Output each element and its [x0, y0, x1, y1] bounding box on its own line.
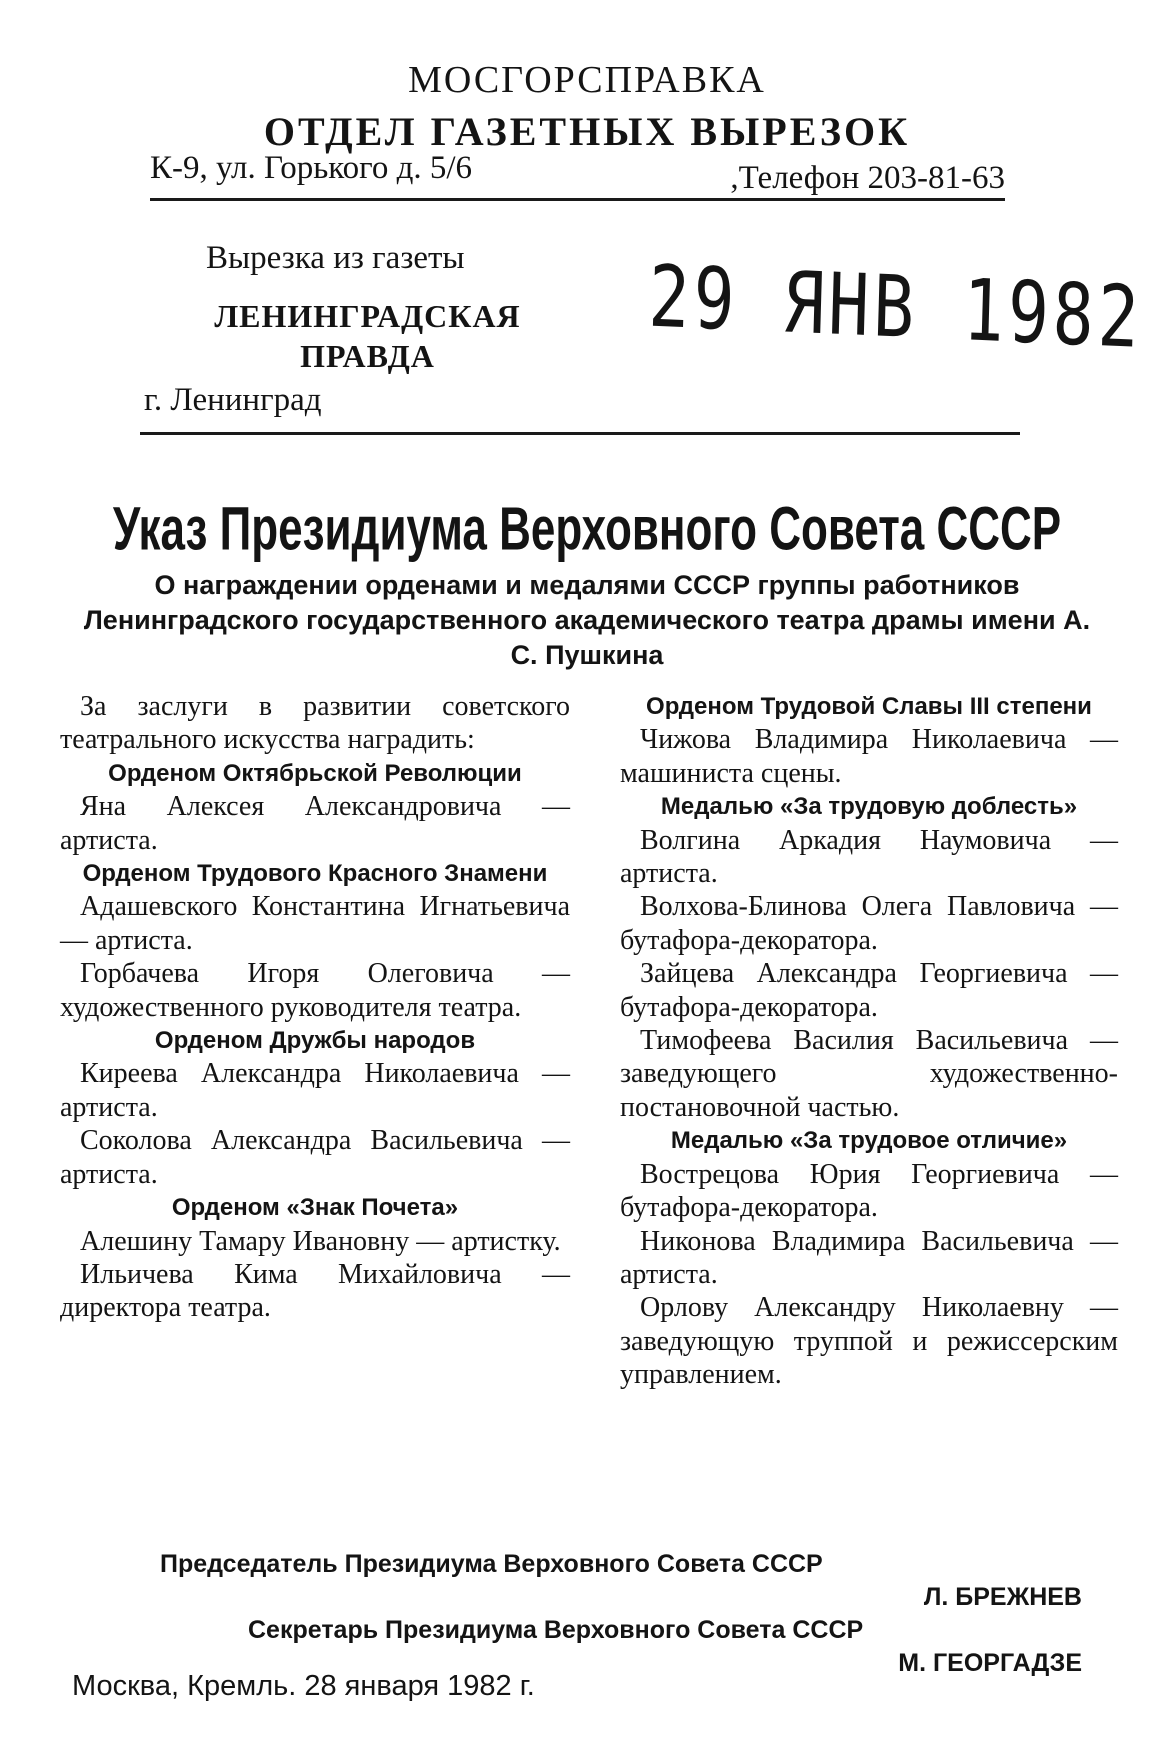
recipient-entry: Вострецова Юрия Георгиевича — бутафора-декоратора. [620, 1158, 1118, 1224]
recipient-entry: Орлову Александру Николаевну — заведующую труппой и режиссерским управлением. [620, 1292, 1118, 1391]
chair-role: Председатель Президиума Верховного Совета СССР [160, 1550, 823, 1578]
city: г. Ленинград [144, 382, 322, 418]
recipient-entry: Горбачева Игоря Олеговича — художественного руководителя театра. [60, 958, 570, 1023]
recipient-entry: Соколова Александра Васильевича — артиста. [60, 1125, 570, 1190]
award-heading: Медалью «За трудовое отличие» [670, 1127, 1068, 1155]
date-stamp: 29 ЯНВ 1982 [647, 248, 1145, 369]
address-bar [150, 150, 1005, 201]
recipient-entry: Никонова Владимира Васильевича — артиста. [620, 1225, 1118, 1290]
chair-name: Л. БРЕЖНЕВ [923, 1583, 1082, 1611]
department-name: ОТДЕЛ ГАЗЕТНЫХ ВЫРЕЗОК [263, 109, 911, 154]
award-heading: Орденом «Знак Почета» [171, 1194, 459, 1222]
newspaper-name-line-2: ПРАВДА [300, 338, 435, 374]
right-column [620, 690, 1118, 1392]
recipient-entry: Адашевского Константина Игнатьевича — артиста. [60, 891, 570, 956]
recipient-entry: Зайцева Александра Георгиевича — бутафора-декоратора. [620, 958, 1118, 1023]
recipient-entry: Яна Алексея Александровича — артиста. [60, 791, 570, 856]
left-column [60, 690, 570, 1325]
newspaper-name [190, 296, 545, 376]
article-title: Указ Президиума Верховного Совета СССР [112, 495, 1062, 564]
award-heading: Орденом Трудового Красного Знамени [82, 860, 548, 888]
newspaper-name-line-1: ЛЕНИНГРАДСКАЯ [214, 298, 521, 334]
signature-block [160, 1548, 1090, 1680]
secretary-role: Секретарь Президиума Верховного Совета СССР [248, 1616, 864, 1644]
recipient-entry: Волгина Аркадия Наумовича — артиста. [620, 824, 1118, 890]
recipient-entry: Тимофеева Василия Васильевича — заведующего художественно-постановочной частью. [620, 1025, 1118, 1123]
header-divider [140, 432, 1020, 435]
recipient-entry: Чижова Владимира Николаевича — машиниста сцены. [620, 724, 1118, 789]
recipient-entry: Ильичева Кима Михайловича — директора театра. [60, 1258, 570, 1324]
recipient-entry: Алешину Тамару Ивановну — артистку. [80, 1225, 561, 1257]
clip-label: Вырезка из газеты [206, 240, 465, 276]
article-subtitle: О награждении орденами и медалями СССР группы работников Ленинградского государственного академического театра драмы имени А. С. Пушкина [83, 570, 1091, 670]
intro-text: За заслуги в развитии советского театрального искусства наградить: [60, 691, 570, 756]
recipient-entry: Волхова-Блинова Олега Павловича — бутафора-декоратора. [620, 891, 1118, 956]
recipient-entry: Киреева Александра Николаевича — артиста. [60, 1058, 570, 1123]
address: К-9, ул. Горького д. 5/6 [150, 150, 473, 186]
secretary-name: М. ГЕОРГАДЗЕ [898, 1649, 1082, 1677]
award-heading: Орденом Дружбы народов [154, 1027, 476, 1055]
phone: ,Телефон 203-81-63 [730, 160, 1005, 196]
agency-name: МОСГОРСПРАВКА [408, 59, 766, 101]
award-heading: Медалью «За трудовую доблесть» [660, 793, 1078, 821]
award-heading: Орденом Октябрьской Революции [108, 759, 522, 787]
award-heading: Орденом Трудовой Славы III степени [646, 693, 1092, 720]
place-date: Москва, Кремль. 28 января 1982 г. [72, 1670, 535, 1702]
